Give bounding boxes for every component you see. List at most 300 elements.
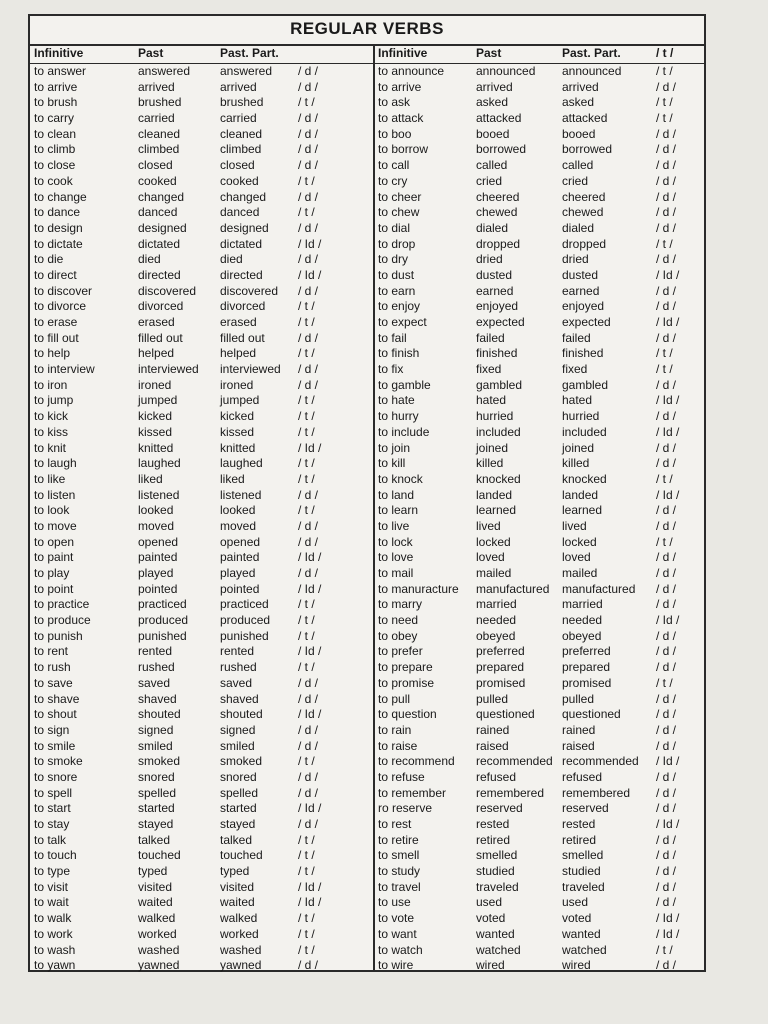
right-past-cell: studied [476, 864, 515, 879]
left-sound-cell: / d / [298, 738, 319, 753]
left-past-cell: visited [138, 879, 173, 894]
right-past-participle-cell: watched [562, 942, 607, 957]
right-past-participle-cell: needed [562, 613, 603, 628]
left-past-cell: touched [138, 848, 181, 863]
right-sound-cell: / t / [656, 942, 673, 957]
left-sound-cell: / d / [298, 158, 319, 173]
left-past-cell: produced [138, 613, 189, 628]
left-past-participle-cell: worked [220, 926, 259, 941]
left-infinitive-cell: to produce [34, 613, 91, 628]
left-past-cell: moved [138, 518, 175, 533]
left-infinitive-cell: to visit [34, 879, 69, 894]
right-past-participle-cell: enjoyed [562, 299, 605, 314]
right-past-participle-cell: arrived [562, 79, 599, 94]
left-infinitive-cell: to direct [34, 267, 77, 282]
page-title: REGULAR VERBS [290, 19, 444, 38]
left-infinitive-cell: to die [34, 252, 64, 267]
left-infinitive-cell: to snore [34, 769, 78, 784]
right-past-cell: expected [476, 315, 525, 329]
right-past-participle-cell: voted [562, 911, 592, 926]
left-past-cell: shouted [138, 707, 181, 722]
left-past-cell: helped [138, 346, 175, 361]
left-past-cell: knitted [138, 440, 174, 455]
right-past-participle-cell: raised [562, 738, 595, 753]
right-infinitive-cell: to fix [378, 362, 404, 377]
right-past-cell: retired [476, 832, 511, 847]
table-row [30, 158, 704, 174]
left-sound-cell: / d / [298, 189, 319, 204]
left-sound-cell: / t / [298, 471, 315, 486]
left-sound-cell: / Id / [298, 895, 322, 910]
right-infinitive-cell: to retire [378, 832, 419, 847]
right-infinitive-cell: to prefer [378, 644, 423, 659]
left-infinitive-cell: to move [34, 518, 77, 533]
right-sound-cell: / d / [656, 895, 677, 910]
left-infinitive-cell: to cook [34, 173, 73, 188]
right-past-participle-cell: killed [562, 456, 590, 471]
left-past-cell: liked [138, 471, 163, 486]
right-sound-cell: / Id / [656, 817, 680, 831]
table-row [30, 958, 704, 974]
left-infinitive-cell: to arrive [34, 79, 78, 94]
right-sound-cell: / Id / [656, 613, 680, 628]
header-past-right: Past [476, 46, 502, 60]
left-past-participle-cell: talked [220, 832, 253, 847]
right-past-cell: landed [476, 487, 513, 502]
table-row [30, 268, 704, 284]
right-past-cell: rested [476, 817, 510, 831]
right-infinitive-cell: to include [378, 424, 430, 439]
table-row [30, 754, 704, 770]
right-past-participle-cell: prepared [562, 660, 611, 675]
left-sound-cell: / t / [298, 942, 315, 957]
left-past-cell: cleaned [138, 126, 181, 141]
left-infinitive-cell: to wash [34, 942, 76, 957]
right-past-cell: dusted [476, 267, 513, 282]
table-row [30, 64, 704, 80]
left-infinitive-cell: to look [34, 503, 70, 518]
right-infinitive-cell: ro reserve [378, 801, 433, 816]
left-sound-cell: / t / [298, 424, 315, 439]
left-sound-cell: / d / [298, 64, 319, 78]
right-past-participle-cell: locked [562, 534, 597, 549]
table-row [30, 786, 704, 802]
left-past-cell: divorced [138, 299, 184, 314]
right-past-participle-cell: dialed [562, 220, 595, 235]
right-sound-cell: / d / [656, 173, 677, 188]
left-infinitive-cell: to answer [34, 64, 87, 78]
right-past-participle-cell: manufactured [562, 581, 636, 596]
right-sound-cell: / Id / [656, 754, 680, 769]
table-row [30, 550, 704, 566]
left-infinitive-cell: to punish [34, 628, 83, 643]
table-row [30, 441, 704, 457]
right-infinitive-cell: to learn [378, 503, 419, 518]
left-sound-cell: / d / [298, 675, 319, 690]
right-past-participle-cell: loved [562, 550, 591, 565]
left-past-participle-cell: ironed [220, 377, 254, 392]
left-sound-cell: / t / [298, 299, 315, 314]
left-past-cell: carried [138, 111, 175, 126]
right-past-participle-cell: attacked [562, 111, 608, 126]
left-infinitive-cell: to jump [34, 393, 74, 408]
right-infinitive-cell: to join [378, 440, 411, 455]
left-past-cell: washed [138, 942, 180, 957]
left-past-participle-cell: signed [220, 722, 256, 737]
right-infinitive-cell: to ask [378, 95, 411, 110]
left-sound-cell: / d / [298, 487, 319, 502]
left-sound-cell: / Id / [298, 440, 322, 455]
right-infinitive-cell: to promise [378, 675, 435, 690]
left-sound-cell: / t / [298, 848, 315, 863]
right-infinitive-cell: to announce [378, 64, 445, 78]
right-infinitive-cell: to need [378, 613, 419, 628]
right-past-participle-cell: landed [562, 487, 599, 502]
left-past-participle-cell: died [220, 252, 243, 267]
left-past-participle-cell: arrived [220, 79, 257, 94]
table-row [30, 111, 704, 127]
right-infinitive-cell: to prepare [378, 660, 433, 675]
right-past-cell: loved [476, 550, 505, 565]
left-past-participle-cell: typed [220, 864, 250, 879]
right-past-cell: finished [476, 346, 518, 361]
right-infinitive-cell: to live [378, 518, 410, 533]
left-infinitive-cell: to change [34, 189, 87, 204]
left-past-participle-cell: visited [220, 879, 255, 894]
right-sound-cell: / d / [656, 832, 677, 847]
left-sound-cell: / Id / [298, 581, 322, 596]
left-past-participle-cell: liked [220, 471, 245, 486]
right-infinitive-cell: to mail [378, 566, 414, 580]
left-past-participle-cell: rushed [220, 660, 257, 675]
right-past-participle-cell: pulled [562, 691, 595, 706]
right-past-cell: borrowed [476, 142, 527, 157]
left-past-cell: smiled [138, 738, 173, 753]
left-past-participle-cell: listened [220, 487, 262, 502]
left-sound-cell: / t / [298, 173, 315, 188]
left-past-participle-cell: painted [220, 550, 260, 565]
right-past-participle-cell: lived [562, 518, 587, 533]
right-past-participle-cell: borrowed [562, 142, 613, 157]
left-past-cell: rented [138, 644, 173, 659]
right-past-cell: attacked [476, 111, 522, 126]
right-sound-cell: / d / [656, 581, 677, 596]
verb-sheet [28, 14, 706, 972]
right-infinitive-cell: to arrive [378, 79, 422, 94]
table-row [30, 284, 704, 300]
left-infinitive-cell: to paint [34, 550, 74, 565]
left-sound-cell: / t / [298, 205, 315, 220]
left-past-cell: climbed [138, 142, 180, 157]
right-infinitive-cell: to refuse [378, 769, 425, 784]
right-past-participle-cell: finished [562, 346, 604, 361]
left-sound-cell: / t / [298, 613, 315, 628]
right-past-participle-cell: traveled [562, 879, 605, 894]
right-sound-cell: / Id / [656, 487, 680, 502]
left-past-cell: snored [138, 769, 175, 784]
right-past-participle-cell: promised [562, 675, 612, 690]
left-past-participle-cell: carried [220, 111, 257, 126]
right-infinitive-cell: to borrow [378, 142, 429, 157]
table-row [30, 723, 704, 739]
left-past-cell: typed [138, 864, 168, 879]
left-infinitive-cell: to climb [34, 142, 76, 157]
right-past-participle-cell: knocked [562, 471, 607, 486]
right-past-cell: raised [476, 738, 509, 753]
left-sound-cell: / t / [298, 926, 315, 941]
right-infinitive-cell: to earn [378, 283, 416, 298]
right-past-cell: prepared [476, 660, 525, 675]
left-past-participle-cell: moved [220, 518, 257, 533]
right-sound-cell: / Id / [656, 424, 680, 439]
right-infinitive-cell: to chew [378, 205, 420, 220]
table-row [30, 582, 704, 598]
left-past-cell: changed [138, 189, 185, 204]
right-infinitive-cell: to hurry [378, 409, 419, 424]
right-past-participle-cell: married [562, 597, 603, 612]
left-sound-cell: / d / [298, 958, 319, 973]
right-past-cell: earned [476, 283, 514, 298]
left-sound-cell: / d / [298, 769, 319, 784]
right-infinitive-cell: to obey [378, 628, 418, 643]
header-past: Past [138, 46, 164, 60]
right-infinitive-cell: to love [378, 550, 414, 565]
left-sound-cell: / Id / [298, 707, 322, 722]
right-infinitive-cell: to gamble [378, 377, 431, 392]
left-past-participle-cell: spelled [220, 785, 259, 800]
verb-table [30, 64, 704, 974]
header-infinitive-right: Infinitive [378, 46, 428, 60]
left-past-participle-cell: practiced [220, 597, 269, 612]
right-past-participle-cell: gambled [562, 377, 609, 392]
right-past-participle-cell: smelled [562, 848, 604, 863]
left-sound-cell: / t / [298, 393, 315, 408]
right-past-cell: locked [476, 534, 511, 549]
left-past-cell: practiced [138, 597, 187, 612]
left-infinitive-cell: to iron [34, 377, 68, 392]
table-row [30, 95, 704, 111]
left-past-cell: talked [138, 832, 171, 847]
right-past-participle-cell: recommended [562, 754, 639, 769]
table-row [30, 378, 704, 394]
left-past-cell: danced [138, 205, 178, 220]
right-sound-cell: / d / [656, 518, 677, 533]
table-row [30, 629, 704, 645]
left-past-participle-cell: saved [220, 675, 253, 690]
right-past-cell: lived [476, 518, 501, 533]
left-past-cell: interviewed [138, 362, 199, 377]
left-past-participle-cell: rented [220, 644, 255, 659]
left-infinitive-cell: to play [34, 566, 70, 580]
right-past-cell: hated [476, 393, 507, 408]
left-past-participle-cell: looked [220, 503, 256, 518]
left-past-cell: dictated [138, 236, 181, 251]
left-infinitive-cell: to yawn [34, 958, 76, 973]
left-past-cell: designed [138, 220, 187, 235]
left-infinitive-cell: to laugh [34, 456, 77, 471]
right-infinitive-cell: to pull [378, 691, 411, 706]
left-infinitive-cell: to discover [34, 283, 93, 298]
right-sound-cell: / d / [656, 440, 677, 455]
table-row [30, 393, 704, 409]
left-past-participle-cell: stayed [220, 817, 256, 831]
left-past-cell: punished [138, 628, 187, 643]
table-row [30, 613, 704, 629]
table-row [30, 127, 704, 143]
right-past-cell: gambled [476, 377, 523, 392]
left-sound-cell: / Id / [298, 644, 322, 659]
right-past-participle-cell: expected [562, 315, 611, 329]
table-row [30, 880, 704, 896]
left-past-cell: yawned [138, 958, 180, 973]
table-row [30, 174, 704, 190]
right-past-cell: preferred [476, 644, 525, 659]
table-row [30, 943, 704, 959]
right-infinitive-cell: to attack [378, 111, 424, 126]
right-infinitive-cell: to travel [378, 879, 421, 894]
table-row [30, 597, 704, 613]
left-past-cell: waited [138, 895, 173, 910]
right-sound-cell: / d / [656, 503, 677, 518]
left-past-cell: played [138, 566, 174, 580]
table-row [30, 707, 704, 723]
right-past-participle-cell: failed [562, 330, 591, 345]
right-past-participle-cell: preferred [562, 644, 611, 659]
left-past-cell: walked [138, 911, 176, 926]
left-infinitive-cell: to dance [34, 205, 81, 220]
table-row [30, 472, 704, 488]
left-past-participle-cell: produced [220, 613, 271, 628]
right-sound-cell: / t / [656, 471, 673, 486]
left-sound-cell: / Id / [298, 801, 322, 816]
table-row [30, 692, 704, 708]
right-past-cell: asked [476, 95, 509, 110]
right-sound-cell: / d / [656, 79, 677, 94]
left-past-participle-cell: started [220, 801, 257, 816]
left-past-cell: died [138, 252, 161, 267]
left-sound-cell: / d / [298, 252, 319, 267]
column-headers [30, 46, 704, 63]
left-infinitive-cell: to dictate [34, 236, 83, 251]
left-past-participle-cell: changed [220, 189, 267, 204]
left-sound-cell: / Id / [298, 267, 322, 282]
right-infinitive-cell: to vote [378, 911, 415, 926]
left-past-cell: painted [138, 550, 178, 565]
left-sound-cell: / d / [298, 220, 319, 235]
left-infinitive-cell: to smile [34, 738, 76, 753]
left-sound-cell: / d / [298, 518, 319, 533]
right-sound-cell: / t / [656, 236, 673, 251]
left-infinitive-cell: to point [34, 581, 74, 596]
left-infinitive-cell: to knit [34, 440, 67, 455]
right-infinitive-cell: to raise [378, 738, 418, 753]
left-past-cell: rushed [138, 660, 175, 675]
right-sound-cell: / d / [656, 801, 677, 816]
right-past-participle-cell: used [562, 895, 589, 910]
right-past-cell: cheered [476, 189, 520, 204]
right-past-participle-cell: wired [562, 958, 591, 973]
left-past-participle-cell: cooked [220, 173, 259, 188]
right-infinitive-cell: to marry [378, 597, 423, 612]
right-sound-cell: / d / [656, 879, 677, 894]
right-infinitive-cell: to cheer [378, 189, 422, 204]
left-past-participle-cell: played [220, 566, 256, 580]
left-sound-cell: / d / [298, 817, 319, 831]
right-past-cell: learned [476, 503, 517, 518]
right-infinitive-cell: to finish [378, 346, 420, 361]
left-infinitive-cell: to kick [34, 409, 69, 424]
right-infinitive-cell: to remember [378, 785, 447, 800]
table-row [30, 535, 704, 551]
table-row [30, 503, 704, 519]
right-sound-cell: / Id / [656, 926, 680, 941]
right-sound-cell: / Id / [656, 267, 680, 282]
left-past-participle-cell: pointed [220, 581, 260, 596]
left-past-cell: brushed [138, 95, 182, 110]
right-infinitive-cell: to knock [378, 471, 423, 486]
left-sound-cell: / d / [298, 722, 319, 737]
left-past-participle-cell: brushed [220, 95, 264, 110]
left-past-cell: directed [138, 267, 181, 282]
right-infinitive-cell: to study [378, 864, 421, 879]
left-sound-cell: / d / [298, 126, 319, 141]
right-past-cell: enjoyed [476, 299, 519, 314]
right-past-participle-cell: chewed [562, 205, 604, 220]
left-past-cell: erased [138, 315, 175, 329]
right-infinitive-cell: to recommend [378, 754, 455, 769]
left-infinitive-cell: to kiss [34, 424, 69, 439]
right-sound-cell: / d / [656, 220, 677, 235]
right-past-cell: manufactured [476, 581, 550, 596]
header-past-participle: Past. Part. [220, 46, 279, 60]
table-row [30, 252, 704, 268]
left-past-participle-cell: walked [220, 911, 258, 926]
left-past-cell: looked [138, 503, 174, 518]
right-past-cell: pulled [476, 691, 509, 706]
left-sound-cell: / d / [298, 785, 319, 800]
left-past-participle-cell: touched [220, 848, 263, 863]
left-sound-cell: / t / [298, 346, 315, 361]
right-past-participle-cell: rained [562, 722, 596, 737]
left-infinitive-cell: to close [34, 158, 76, 173]
right-past-cell: cried [476, 173, 503, 188]
left-sound-cell: / d / [298, 142, 319, 157]
right-past-cell: fixed [476, 362, 502, 377]
right-past-participle-cell: reserved [562, 801, 609, 816]
right-past-participle-cell: dropped [562, 236, 607, 251]
left-sound-cell: / t / [298, 597, 315, 612]
left-past-cell: arrived [138, 79, 175, 94]
table-row [30, 488, 704, 504]
right-infinitive-cell: to call [378, 158, 410, 173]
right-past-cell: promised [476, 675, 526, 690]
left-sound-cell: / t / [298, 832, 315, 847]
table-row [30, 817, 704, 833]
left-past-participle-cell: yawned [220, 958, 262, 973]
right-past-cell: rained [476, 722, 510, 737]
left-sound-cell: / d / [298, 691, 319, 706]
table-row [30, 927, 704, 943]
right-infinitive-cell: to smell [378, 848, 420, 863]
left-sound-cell: / t / [298, 660, 315, 675]
right-infinitive-cell: to boo [378, 126, 412, 141]
right-past-cell: failed [476, 330, 505, 345]
left-infinitive-cell: to start [34, 801, 71, 816]
table-row [30, 566, 704, 582]
left-past-cell: closed [138, 158, 173, 173]
right-past-cell: chewed [476, 205, 518, 220]
right-past-cell: called [476, 158, 508, 173]
